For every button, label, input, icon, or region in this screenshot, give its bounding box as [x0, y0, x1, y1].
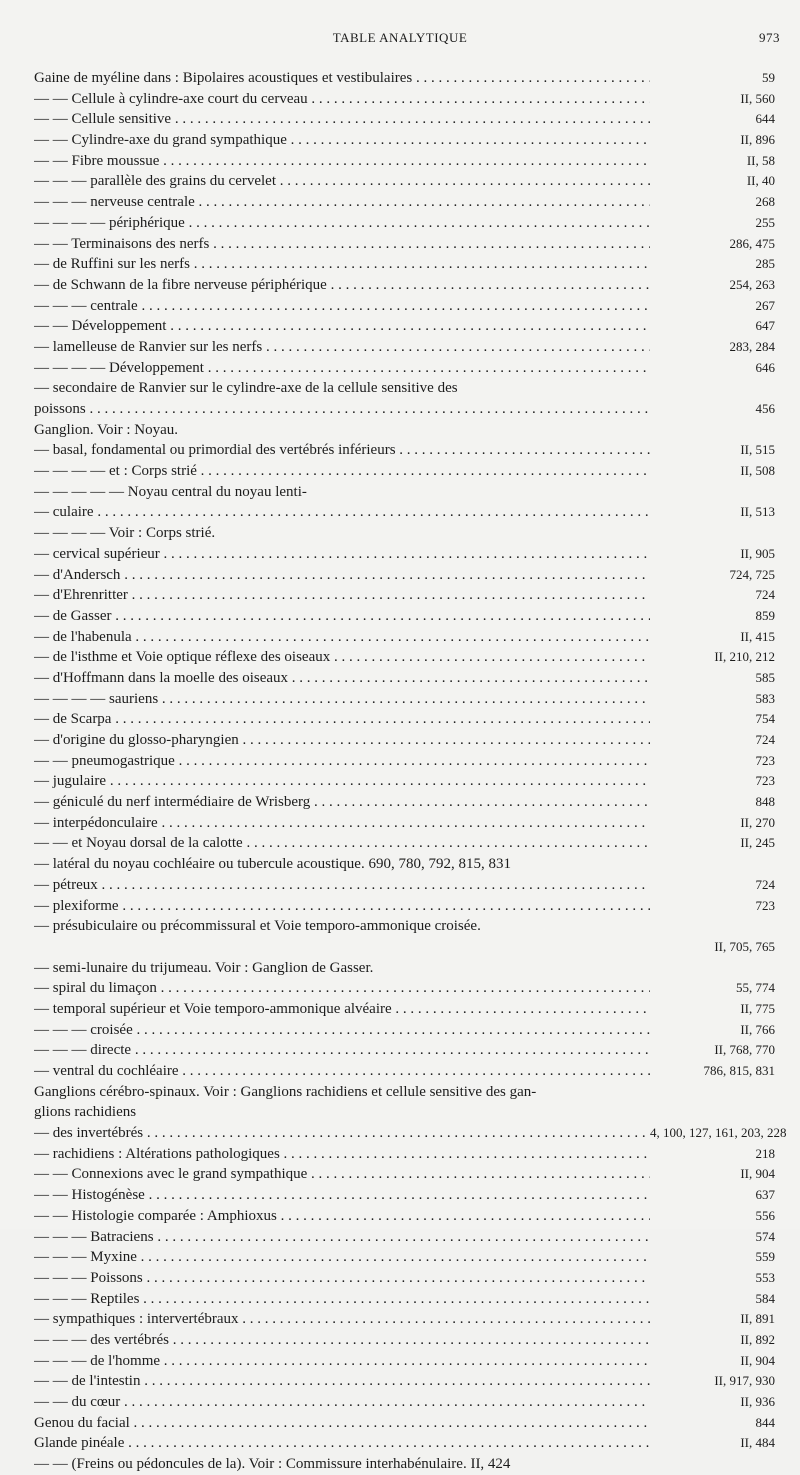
entry-reference: II, 905 — [740, 545, 775, 561]
index-entry — [0, 1330, 800, 1351]
entry-text: — d'origine du glosso-pharyngien . . . — [34, 730, 650, 751]
index-entry — [0, 316, 800, 337]
entry-text: Ganglion. Voir : Noyau. — [34, 421, 179, 438]
entry-reference: II, 270 — [740, 814, 775, 830]
index-entry — [0, 171, 800, 192]
entry-reference: 456 — [755, 401, 775, 416]
entry-reference: 724 — [755, 587, 775, 603]
entry-reference: 583 — [755, 690, 775, 706]
entry-reference: II, 768, 770 — [714, 1042, 775, 1058]
entry-text: — — Connexions avec le grand sympathique . . . — [34, 1164, 650, 1185]
index-entry — [0, 1206, 800, 1227]
index-entry — [0, 1185, 800, 1206]
entry-reference: 268 — [755, 194, 775, 210]
index-entry — [0, 978, 800, 999]
index-entry — [0, 833, 800, 854]
entry-text: — — Fibre moussue . . . — [34, 151, 650, 172]
index-entry — [0, 254, 800, 275]
index-entry — [0, 668, 800, 689]
entry-text: — — de l'intestin . . . — [34, 1371, 650, 1392]
entry-text: — de Gasser . . . — [34, 606, 650, 627]
entry-text: — — — Reptiles . . . — [34, 1289, 650, 1310]
entry-text: Genou du facial . . . — [34, 1413, 650, 1434]
index-entry — [0, 1371, 800, 1392]
entry-reference: 644 — [755, 111, 775, 127]
index-entry — [0, 461, 800, 482]
entry-text: — — — Myxine . . . — [34, 1247, 650, 1268]
entry-text: Glande pinéale . . . — [34, 1433, 650, 1454]
index-entry — [0, 378, 800, 399]
index-entry — [0, 647, 800, 668]
entry-text: — — — — — Noyau central du noyau lenti- — [34, 483, 307, 500]
entry-reference: II, 508 — [740, 463, 775, 479]
index-entries — [0, 68, 800, 1475]
index-entry — [0, 1413, 800, 1434]
index-entry — [0, 482, 800, 503]
index-entry — [0, 1123, 800, 1144]
entry-text: — — — Batraciens . . . — [34, 1227, 650, 1248]
entry-text: — secondaire de Ranvier sur le cylindre-axe de la cellule sensitive des — [34, 380, 458, 397]
entry-text: — — Cellule à cylindre-axe court du cerveau . . . — [34, 89, 650, 110]
entry-reference: 255 — [755, 214, 775, 230]
entry-text: — — — de l'homme . . . — [34, 1351, 650, 1372]
index-entry — [0, 68, 800, 89]
index-entry — [0, 709, 800, 730]
index-entry — [0, 296, 800, 317]
index-entry — [0, 275, 800, 296]
entry-text: — — Histologie comparée : Amphioxus . . . — [34, 1206, 650, 1227]
entry-reference: 724 — [755, 876, 775, 892]
entry-text: — de Schwann de la fibre nerveuse périphérique . . . — [34, 275, 650, 296]
entry-text: — — — — périphérique . . . — [34, 213, 650, 234]
entry-text: — — — directe . . . — [34, 1040, 650, 1061]
entry-reference: 647 — [755, 318, 775, 334]
entry-text: — latéral du noyau cochléaire ou tubercule acoustique. 690, 780, 792, 815, 831 — [34, 856, 511, 873]
entry-text: — pétreux . . . — [34, 875, 650, 896]
entry-text: — — pneumogastrique . . . — [34, 751, 650, 772]
entry-text: — ventral du cochléaire . . . — [34, 1061, 650, 1082]
index-entry — [0, 420, 800, 441]
entry-text: — — Histogénèse . . . — [34, 1185, 650, 1206]
entry-text: — plexiforme . . . — [34, 896, 650, 917]
entry-text: — — — Poissons . . . — [34, 1268, 650, 1289]
entry-reference: 786, 815, 831 — [703, 1063, 775, 1078]
entry-reference: 254, 263 — [729, 276, 775, 292]
index-entry — [0, 565, 800, 586]
entry-reference: II, 917, 930 — [714, 1373, 775, 1389]
entry-reference: 59 — [762, 70, 775, 85]
entry-reference: II, 775 — [740, 1000, 775, 1016]
index-entry — [0, 337, 800, 358]
entry-reference: 723 — [755, 773, 775, 789]
entry-text: — semi-lunaire du trijumeau. Voir : Ganglion de Gasser. — [34, 959, 374, 976]
index-entry — [0, 1102, 800, 1123]
entry-reference: II, 58 — [746, 152, 775, 168]
index-entry — [0, 1061, 800, 1082]
running-title: TABLE ANALYTIQUE — [332, 30, 468, 45]
entry-reference: 637 — [755, 1187, 775, 1203]
index-entry — [0, 1392, 800, 1413]
entry-reference: II, 904 — [740, 1352, 775, 1368]
entry-text: — cervical supérieur . . . — [34, 544, 650, 565]
entry-text: Ganglions cérébro-spinaux. Voir : Ganglions rachidiens et cellule sensitive des gan- — [34, 1083, 537, 1100]
entry-text: — — — — Voir : Corps strié. — [34, 525, 216, 542]
index-entry — [0, 896, 800, 917]
entry-text: — interpédonculaire . . . — [34, 813, 650, 834]
entry-text: — de Scarpa . . . — [34, 709, 650, 730]
entry-text: — — — — sauriens . . . — [34, 689, 650, 710]
index-entry — [0, 213, 800, 234]
entry-text: — jugulaire . . . — [34, 771, 650, 792]
entry-reference: 55, 774 — [736, 980, 775, 996]
index-entry — [0, 1144, 800, 1165]
index-entry — [0, 1433, 800, 1454]
entry-text: — — — croisée . . . — [34, 1020, 650, 1041]
index-entry — [0, 1247, 800, 1268]
index-entry — [0, 606, 800, 627]
index-entry — [0, 1040, 800, 1061]
index-entry — [0, 999, 800, 1020]
index-entry — [0, 875, 800, 896]
index-entry — [0, 1309, 800, 1330]
index-entry — [0, 192, 800, 213]
entry-reference: 723 — [755, 897, 775, 913]
entry-text: — — (Freins ou pédoncules de la). Voir : Commissure interhabénulaire. II, 424 — [34, 1456, 511, 1473]
entry-reference: 723 — [755, 752, 775, 768]
index-entry — [0, 771, 800, 792]
entry-reference: II, 904 — [740, 1166, 775, 1182]
entry-text: — — Développement . . . — [34, 316, 650, 337]
entry-text: — d'Andersch . . . — [34, 565, 650, 586]
entry-reference: II, 245 — [740, 835, 775, 851]
entry-reference: 559 — [755, 1249, 775, 1265]
index-entry — [0, 1454, 800, 1475]
entry-reference: 859 — [755, 607, 775, 623]
entry-text: — spiral du limaçon . . . — [34, 978, 650, 999]
entry-text: — des invertébrés . . . — [34, 1123, 650, 1144]
entry-reference: II, 936 — [740, 1394, 775, 1409]
entry-reference: 584 — [755, 1290, 775, 1306]
index-entry — [0, 813, 800, 834]
index-entry — [0, 627, 800, 648]
index-entry — [0, 689, 800, 710]
entry-reference: 285 — [755, 256, 775, 272]
index-entry — [0, 1082, 800, 1103]
entry-text: — — — nerveuse centrale . . . — [34, 192, 650, 213]
entry-reference: 724, 725 — [729, 566, 775, 582]
entry-text: — de l'isthme et Voie optique réflexe des oiseaux . . . — [34, 647, 650, 668]
page-number: 973 — [759, 30, 780, 45]
index-entry — [0, 1289, 800, 1310]
index-entry — [0, 151, 800, 172]
index-entry — [0, 523, 800, 544]
entry-text: — basal, fondamental ou primordial des vertébrés inférieurs . . . — [34, 440, 650, 461]
index-entry — [0, 585, 800, 606]
index-entry — [0, 502, 800, 523]
entry-text: — temporal supérieur et Voie temporo-ammonique alvéaire . . . — [34, 999, 650, 1020]
entry-reference: II, 513 — [740, 504, 775, 520]
entry-text: — rachidiens : Altérations pathologiques . . . — [34, 1144, 650, 1165]
entry-text: glions rachidiens — [34, 1104, 137, 1121]
index-entry — [0, 399, 800, 420]
entry-text: poissons . . . — [34, 399, 650, 420]
entry-text: — — Terminaisons des nerfs . . . — [34, 234, 650, 255]
entry-reference: 218 — [755, 1145, 775, 1161]
entry-reference: II, 892 — [740, 1331, 775, 1347]
index-entry — [0, 730, 800, 751]
index-entry — [0, 916, 800, 937]
entry-reference: II, 484 — [740, 1435, 775, 1451]
index-entry — [0, 1020, 800, 1041]
entry-reference: II, 766 — [740, 1021, 775, 1037]
entry-text: — de Ruffini sur les nerfs . . . — [34, 254, 650, 275]
entry-text: — sympathiques : intervertébraux . . . — [34, 1309, 650, 1330]
entry-reference: II, 896 — [740, 132, 775, 148]
entry-text: — culaire . . . — [34, 502, 650, 523]
entry-reference: II, 560 — [740, 90, 775, 106]
entry-reference: II, 515 — [740, 442, 775, 458]
entry-text: — lamelleuse de Ranvier sur les nerfs . . . — [34, 337, 650, 358]
entry-reference: II, 210, 212 — [714, 649, 775, 665]
index-entry — [0, 751, 800, 772]
entry-reference: 574 — [755, 1228, 775, 1244]
entry-reference: 848 — [755, 794, 775, 810]
entry-text: — — — des vertébrés . . . — [34, 1330, 650, 1351]
entry-reference: 556 — [755, 1207, 775, 1223]
entry-reference: 283, 284 — [729, 338, 775, 354]
entry-text: — d'Ehrenritter . . . — [34, 585, 650, 606]
index-entry — [0, 1268, 800, 1289]
index-entry — [0, 89, 800, 110]
entry-reference: 4, 100, 127, 161, 203, 228 — [650, 1125, 787, 1141]
entry-text: — — — — et : Corps strié . . . — [34, 461, 650, 482]
entry-reference: 754 — [755, 711, 775, 727]
entry-reference: II, 705, 765 — [714, 938, 775, 954]
entry-reference: II, 891 — [740, 1311, 775, 1327]
index-entry — [0, 358, 800, 379]
entry-text: — présubiculaire ou précommissural et Voie temporo-ammonique croisée. — [34, 918, 481, 935]
entry-reference: 844 — [755, 1414, 775, 1430]
index-entry — [0, 1164, 800, 1185]
entry-text: — — Cellule sensitive . . . — [34, 109, 650, 130]
entry-reference: II, 40 — [746, 173, 775, 189]
entry-reference: 585 — [755, 669, 775, 685]
index-entry — [0, 544, 800, 565]
index-entry — [0, 792, 800, 813]
entry-text: Gaine de myéline dans : Bipolaires acoustiques et vestibulaires . . . — [34, 68, 650, 89]
index-entry — [0, 130, 800, 151]
index-entry — [0, 109, 800, 130]
entry-text: — — Cylindre-axe du grand sympathique . . . — [34, 130, 650, 151]
entry-text: — — et Noyau dorsal de la calotte . . . — [34, 833, 650, 854]
index-entry — [0, 958, 800, 979]
entry-reference: 724 — [755, 732, 775, 747]
index-entry — [0, 440, 800, 461]
index-entry — [0, 1351, 800, 1372]
entry-text: — — — centrale . . . — [34, 296, 650, 317]
index-entry — [0, 1227, 800, 1248]
entry-text: — — — — Développement . . . — [34, 358, 650, 379]
entry-text: — — du cœur . . . — [34, 1392, 650, 1413]
entry-text: — — — parallèle des grains du cervelet . . . — [34, 171, 650, 192]
entry-reference: 267 — [755, 297, 775, 313]
entry-text: — géniculé du nerf intermédiaire de Wrisberg . . . — [34, 792, 650, 813]
entry-text: — de l'habenula . . . — [34, 627, 650, 648]
index-entry — [0, 234, 800, 255]
entry-reference: 286, 475 — [729, 235, 775, 251]
entry-reference: 553 — [755, 1269, 775, 1285]
entry-reference: II, 415 — [740, 628, 775, 644]
index-entry — [0, 854, 800, 875]
entry-text: — d'Hoffmann dans la moelle des oiseaux . . . — [34, 668, 650, 689]
entry-reference: 646 — [755, 359, 775, 375]
index-entry — [0, 937, 800, 958]
